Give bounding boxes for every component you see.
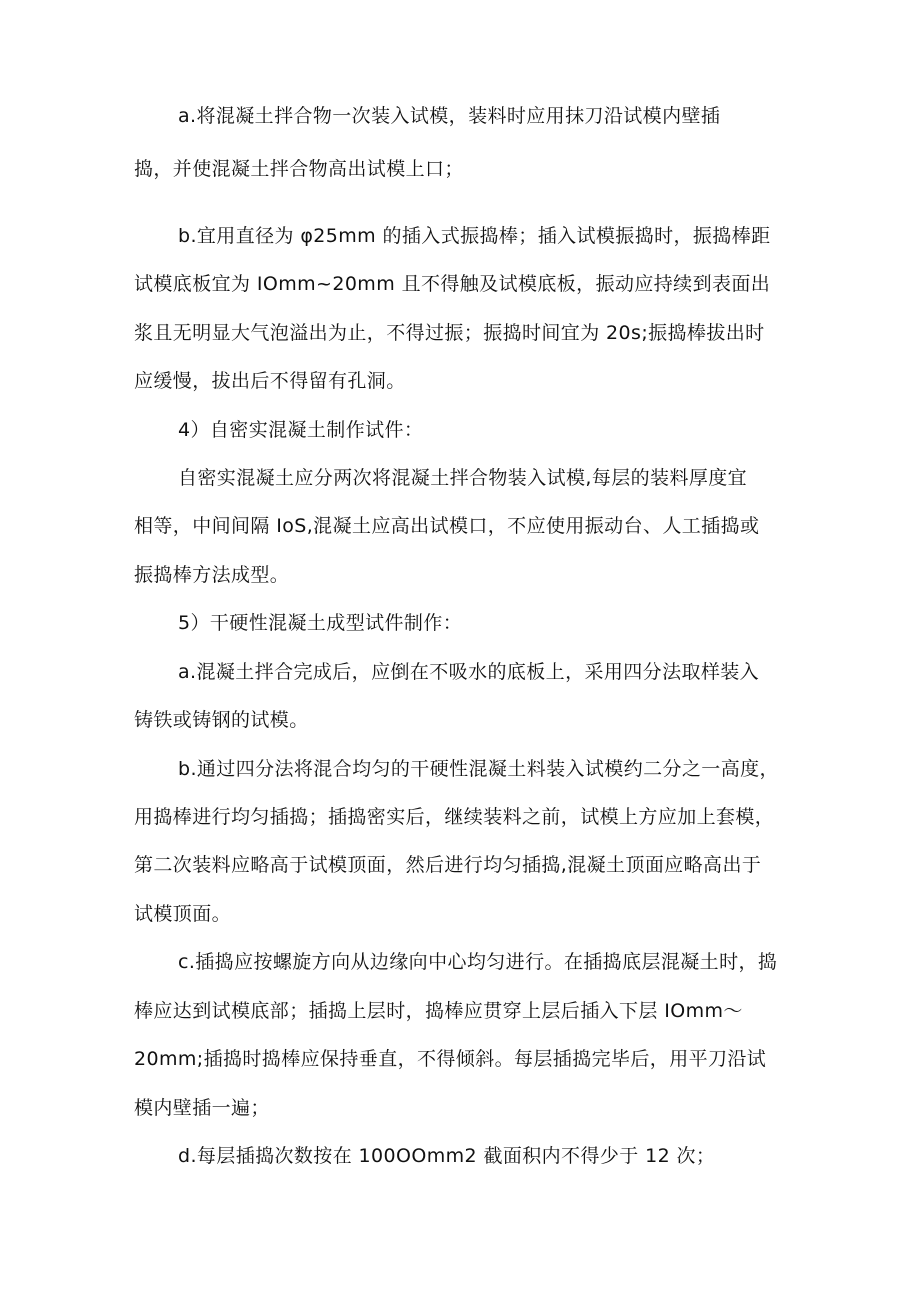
- text-line-22: d.每层插捣次数按在 100OOmm2 截面积内不得少于 12 次；: [178, 1145, 716, 1167]
- section-heading-4: 4）自密实混凝土制作试件：: [178, 419, 424, 441]
- text-line-16: 第二次装料应略高于试模顶面，然后进行均匀插捣,混凝土顶面应略高出于: [134, 854, 762, 876]
- text-line-6: 应缓慢，拔出后不得留有孔洞。: [134, 370, 406, 392]
- text-line-18: c.插捣应按螺旋方向从边缘向中心均匀进行。在插捣底层混凝土时，捣: [178, 951, 778, 973]
- text-line-17: 试模顶面。: [134, 903, 232, 925]
- text-line-4: 试模底板宜为 IOmm~20mm 且不得触及试模底板，振动应持续到表面出: [134, 273, 771, 295]
- text-line-9: 相等，中间间隔 IoS,混凝土应高出试模口，不应使用振动台、人工插捣或: [134, 515, 760, 537]
- text-line-19: 棒应达到试模底部；插捣上层时，捣棒应贯穿上层后插入下层 IOmm～: [134, 1000, 743, 1022]
- text-line-12: a.混凝土拌合完成后，应倒在不吸水的底板上，采用四分法取样装入: [178, 661, 760, 683]
- section-heading-5: 5）干硬性混凝土成型试件制作：: [178, 612, 463, 634]
- text-line-10: 振捣棒方法成型。: [134, 564, 290, 586]
- text-line-3: b.宜用直径为 φ25mm 的插入式振捣棒；插入试模振捣时，振捣棒距: [178, 225, 771, 247]
- text-line-1: a.将混凝土拌合物一次装入试模，装料时应用抹刀沿试模内壁插: [178, 105, 721, 127]
- text-line-5: 浆且无明显大气泡溢出为止，不得过振；振捣时间宜为 20s;振捣棒拔出时: [134, 322, 765, 344]
- text-line-8: 自密实混凝土应分两次将混凝土拌合物装入试模,每层的装料厚度宜: [178, 467, 748, 489]
- text-line-2: 捣，并使混凝土拌合物高出试模上口；: [134, 158, 464, 180]
- text-line-13: 铸铁或铸钢的试模。: [134, 709, 309, 731]
- text-line-21: 模内壁插一遍；: [134, 1097, 270, 1119]
- text-line-15: 用捣棒进行均匀插捣；插捣密实后，继续装料之前，试模上方应加上套模，: [134, 806, 775, 828]
- text-line-20: 20mm;插捣时捣棒应保持垂直，不得倾斜。每层插捣完毕后，用平刀沿试: [134, 1048, 767, 1070]
- text-line-14: b.通过四分法将混合均匀的干硬性混凝土料装入试模约二分之一高度，: [178, 758, 779, 780]
